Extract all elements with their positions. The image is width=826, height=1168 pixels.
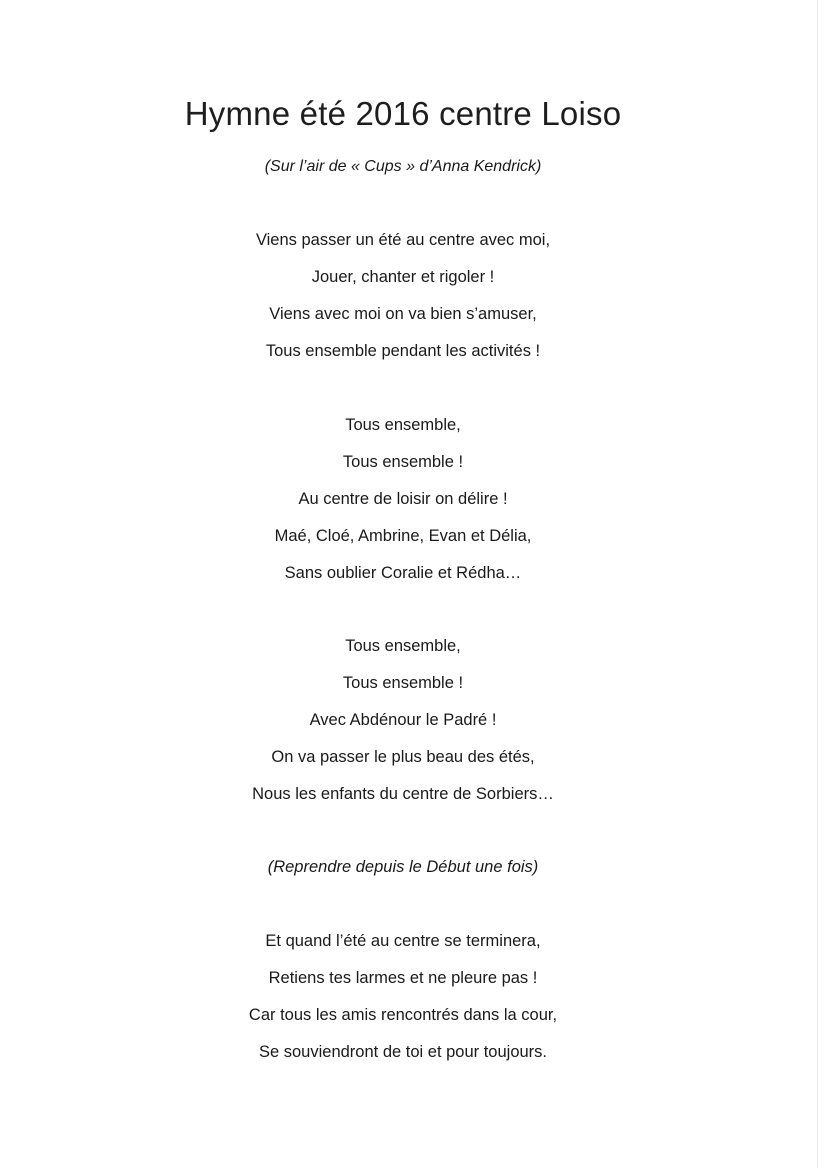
- page-title: Hymne été 2016 centre Loiso: [184, 95, 622, 132]
- stanza-1: [0, 222, 806, 370]
- verse-line: Tous ensemble !: [342, 674, 464, 692]
- verse-line: Viens avec moi on va bien s’amuser,: [269, 305, 537, 323]
- page-edge-divider: [817, 0, 818, 1168]
- verse-line: Et quand l’été au centre se terminera,: [265, 932, 541, 950]
- verse-line: Tous ensemble,: [345, 637, 461, 655]
- verse-line: Au centre de loisir on délire !: [298, 490, 508, 508]
- verse-line: Tous ensemble !: [342, 453, 464, 471]
- verse-line: On va passer le plus beau des étés,: [271, 748, 535, 766]
- verse-line: Sans oublier Coralie et Rédha…: [284, 564, 522, 582]
- verse-line: Retiens tes larmes et ne pleure pas !: [268, 969, 538, 987]
- verse-line: Tous ensemble pendant les activités !: [265, 342, 541, 360]
- verse-line: Car tous les amis rencontrés dans la cour,: [248, 1006, 558, 1024]
- verse-line: Maé, Cloé, Ambrine, Evan et Délia,: [274, 527, 532, 545]
- stanza-2: [0, 407, 806, 592]
- page-subtitle: (Sur l’air de « Cups » d’Anna Kendrick): [264, 158, 542, 175]
- verse-line: Se souviendront de toi et pour toujours.: [258, 1043, 548, 1061]
- repeat-instruction: (Reprendre depuis le Début une fois): [267, 858, 539, 876]
- verse-line: Nous les enfants du centre de Sorbiers…: [252, 785, 554, 803]
- verse-line: Tous ensemble,: [345, 416, 461, 434]
- verse-line: Jouer, chanter et rigoler !: [311, 268, 495, 286]
- stanza-4: [0, 923, 806, 1071]
- verse-line: Avec Abdénour le Padré !: [309, 711, 497, 729]
- stanza-3: [0, 628, 806, 813]
- verse-line: Viens passer un été au centre avec moi,: [255, 231, 551, 249]
